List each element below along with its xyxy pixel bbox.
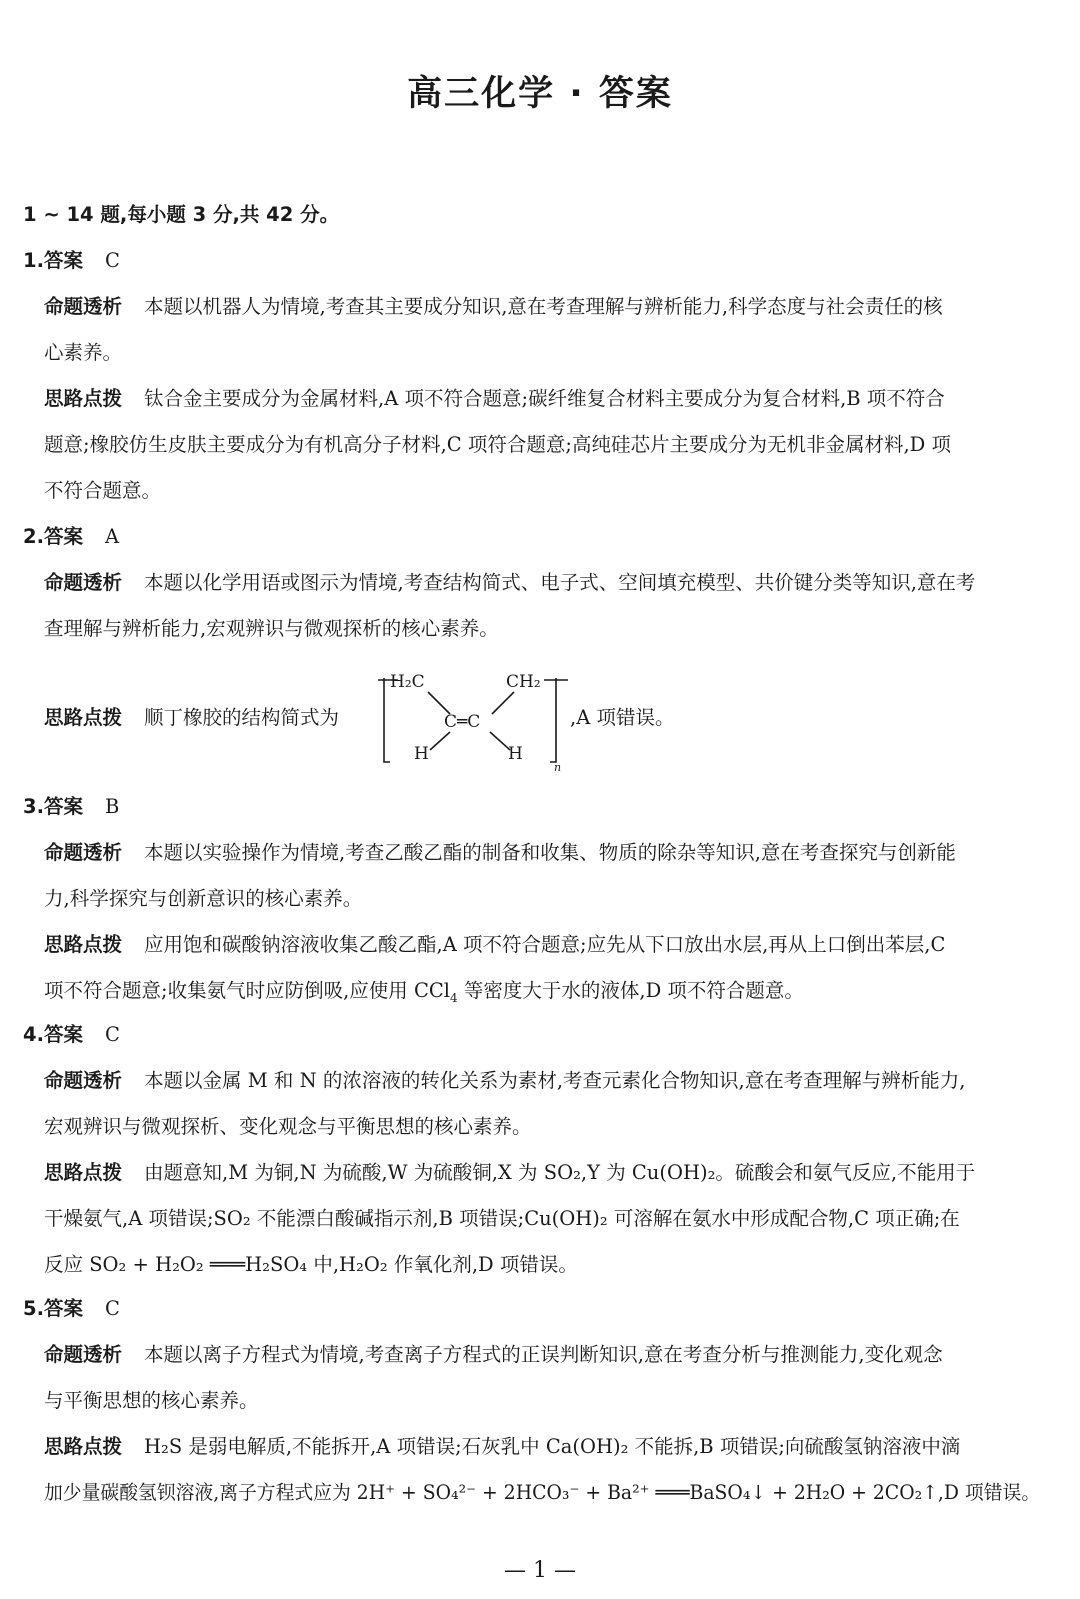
q2-analysis-text-1: 本题以化学用语或图示为情境,考查结构简式、电子式、空间填充模型、共价键分类等知识,意在考 [144,571,976,594]
formula-cc-double-bond: C═C [444,712,481,732]
q4-hint-label: 思路点拨 [44,1161,123,1184]
q1-answer-label: 答案 [43,249,83,272]
q3-hint-text-2b: 等密度大于水的液体,D 项不符合题意。 [457,979,804,1002]
q3-analysis-line-1 [44,840,1034,866]
q4-answer-label: 答案 [43,1023,83,1046]
q2-number: 2. [23,525,44,548]
q4-analysis-line-1 [44,1068,1034,1094]
q1-analysis-text-2: 心素养。 [44,341,123,364]
q5-answer-label: 答案 [43,1297,83,1320]
q1-hint-text-2: 题意;橡胶仿生皮肤主要成分为有机高分子材料,C 项符合题意;高纯硅芯片主要成分为无机非金属材料,D 项 [44,433,951,456]
q3-number: 3. [23,795,44,818]
q3-hint-subscript: 4 [450,990,458,1005]
formula-n-subscript: n [554,761,562,774]
q2-hint-label: 思路点拨 [44,706,123,729]
q2-hint-text-post: ,A 项错误。 [570,706,675,729]
q4-answer-value: C [105,1023,120,1046]
q3-hint-text-1: 应用饱和碳酸钠溶液收集乙酸乙酯,A 项不符合题意;应先从下口放出水层,再从上口倒出苯层,C [144,933,946,956]
formula-h-left: H [414,744,429,764]
q5-analysis-text-1: 本题以离子方程式为情境,考查离子方程式的正误判断知识,意在考查分析与推测能力,变化观念 [144,1343,943,1366]
q1-analysis-text-1: 本题以机器人为情境,考查其主要成分知识,意在考查理解与辨析能力,科学态度与社会责任的核 [144,295,943,318]
q3-analysis-text-2: 力,科学探究与创新意识的核心素养。 [44,887,363,910]
q1-analysis-line-1 [44,294,1034,320]
page-title: 高三化学 · 答案 [407,74,673,114]
q5-analysis-line-1 [44,1342,1034,1368]
q5-number: 5. [23,1297,44,1320]
q5-hint-line-1 [44,1434,1034,1460]
q2-analysis-line-1 [44,570,1034,596]
q3-hint-line-1 [44,932,1034,958]
q1-hint-text-1: 钛合金主要成分为金属材料,A 项不符合题意;碳纤维复合材料主要成分为复合材料,B 项不符合 [144,387,945,410]
q1-analysis-label: 命题透析 [44,295,123,318]
q2-answer-line [23,524,119,550]
q4-hint-text-1: 由题意知,M 为铜,N 为硫酸,W 为硫酸铜,X 为 SO₂,Y 为 Cu(OH)₂。硫酸会和氨气反应,不能用于 [144,1161,976,1184]
q3-hint-label: 思路点拨 [44,933,123,956]
q4-analysis-label: 命题透析 [44,1069,123,1092]
q4-hint-text-3: 反应 SO₂ + H₂O₂ ═══H₂SO₄ 中,H₂O₂ 作氧化剂,D 项错误。 [44,1253,578,1276]
q4-analysis-text-2: 宏观辨识与微观探析、变化观念与平衡思想的核心素养。 [44,1115,532,1138]
q2-hint-text-pre: 顺丁橡胶的结构简式为 [144,706,340,729]
q4-hint-line-1 [44,1160,1034,1186]
section-intro: 1 ~ 14 题,每小题 3 分,共 42 分。 [23,203,340,226]
q3-hint-line-2 [44,978,804,1004]
q1-answer-line [23,248,120,274]
q3-analysis-text-1: 本题以实验操作为情境,考查乙酸乙酯的制备和收集、物质的除杂等知识,意在考查探究与创新能 [144,841,956,864]
q2-analysis-text-2: 查理解与辨析能力,宏观辨识与微观探析的核心素养。 [44,617,499,640]
polybutadiene-structure [378,668,573,774]
q5-answer-value: C [105,1297,120,1320]
q5-analysis-label: 命题透析 [44,1343,123,1366]
q1-hint-line-1 [44,386,1034,412]
formula-h-right: H [508,744,523,764]
q1-answer-value: C [105,249,120,272]
q1-hint-text-3: 不符合题意。 [44,479,162,502]
q4-hint-text-2: 干燥氨气,A 项错误;SO₂ 不能漂白酸碱指示剂,B 项错误;Cu(OH)₂ 可溶解在氨水中形成配合物,C 项正确;在 [44,1207,960,1230]
q2-hint-line [44,705,339,731]
q3-answer-value: B [105,795,120,818]
q5-hint-text-1: H₂S 是弱电解质,不能拆开,A 项错误;石灰乳中 Ca(OH)₂ 不能拆,B 项错误;向硫酸氢钠溶液中滴 [144,1435,961,1458]
q3-analysis-label: 命题透析 [44,841,123,864]
q4-answer-line [23,1022,120,1048]
q2-answer-label: 答案 [43,525,83,548]
q1-number: 1. [23,249,44,272]
q4-analysis-text-1: 本题以金属 M 和 N 的浓溶液的转化关系为素材,考查元素化合物知识,意在考查理解与辨析能力, [144,1069,966,1092]
q5-hint-label: 思路点拨 [44,1435,123,1458]
q1-hint-label: 思路点拨 [44,387,123,410]
q3-answer-line [23,794,119,820]
q2-answer-value: A [105,525,120,548]
q5-hint-text-2: 加少量碳酸氢钡溶液,离子方程式应为 2H⁺ + SO₄²⁻ + 2HCO₃⁻ + Ba²⁺ ═══BaSO₄↓ + 2H₂O + 2CO₂↑,D 项错误。 [44,1481,1041,1504]
page-number: — 1 — [504,1558,576,1583]
q3-hint-text-2a: 项不符合题意;收集氨气时应防倒吸,应使用 CCl [44,979,451,1002]
q3-answer-label: 答案 [43,795,83,818]
q5-answer-line [23,1296,120,1322]
formula-ch2: CH₂ [506,672,541,692]
q4-number: 4. [23,1023,44,1046]
q5-analysis-text-2: 与平衡思想的核心素养。 [44,1389,259,1412]
q2-analysis-label: 命题透析 [44,571,123,594]
formula-h2c: H₂C [390,672,425,692]
